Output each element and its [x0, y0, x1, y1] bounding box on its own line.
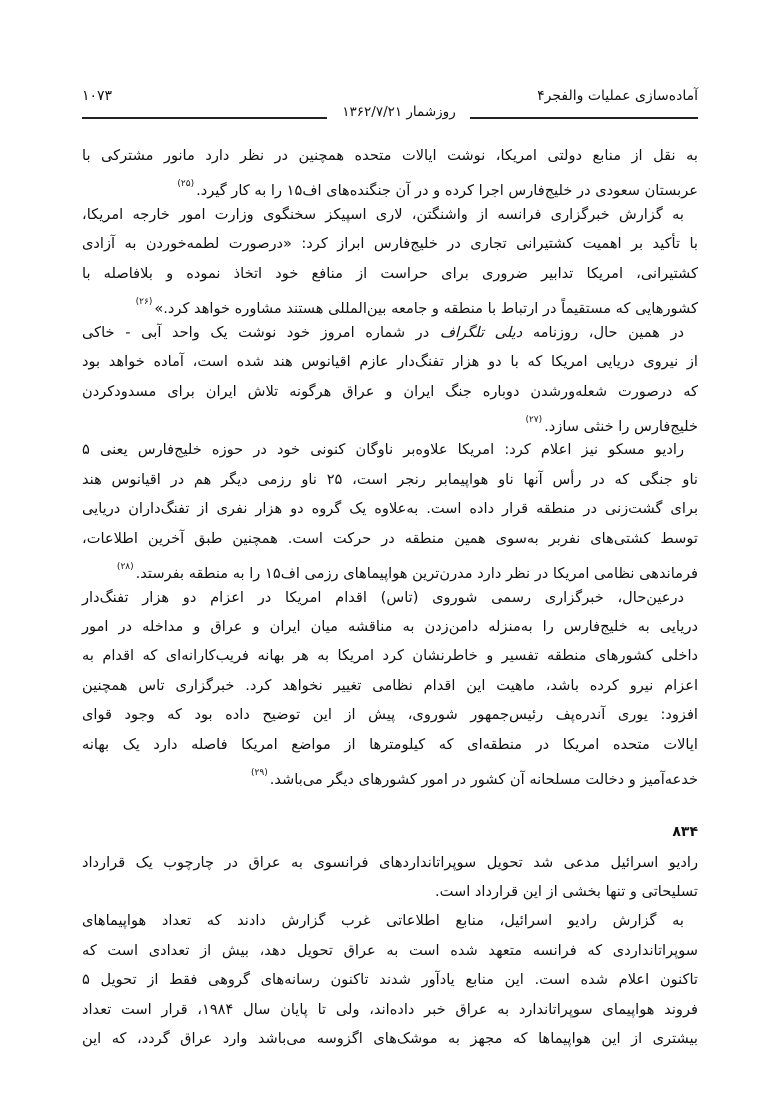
line-text: درعین‌حال، خبرگزاری رسمی شوروی (تاس) اقدام امریکا در اعزام دو هزار تفنگ‌دار — [82, 588, 684, 606]
footnote-reference[interactable]: (۲۸) — [116, 562, 134, 573]
line-text: رادیو اسرائیل مدعی شد تحویل سوپراتانداردهای فرانسوی به عراق در چارچوب یک قرارداد — [82, 853, 698, 871]
line-text: توسط کشتی‌های نفربر به‌سوی همین منطقه در حرکت است. همچنین طبق آخرین اطلاعات، — [82, 529, 698, 547]
text-line — [82, 848, 698, 877]
paragraph — [82, 848, 698, 907]
line-text: به گزارش خبرگزاری فرانسه از واشنگتن، لاری اسپیکز سخنگوی وزارت امور خارجه امریکا، — [82, 205, 684, 223]
line-text: که درصورت شعله‌ورشدن دوباره جنگ ایران و عراق هرگونه تلاش ایران برای مسدودکردن — [82, 382, 698, 400]
line-text: اعزام نیرو کرده باشد، ماهیت این اقدام نظامی تغییر نخواهد کرد. خبرگزاری تاس همچنین — [82, 676, 698, 694]
line-text: کشورهایی که مستقیماً در ارتباط با منطقه و جامعه بین‌المللی هستند مشاوره خواهد کرد.» — [154, 300, 698, 318]
line-text: به نقل از منابع دولتی امریکا، نوشت ایالات متحده همچنین در نظر دارد مانور مشترکی با — [82, 147, 698, 164]
paragraph — [82, 906, 698, 1053]
text-line — [82, 759, 698, 788]
text-segment: در همین حال، روزنامه — [522, 323, 684, 341]
header-rule-left — [82, 117, 327, 119]
text-line — [82, 200, 698, 229]
text-line — [82, 877, 698, 906]
line-text: ایالات متحده امریکا در منطقه‌ای که کیلومترها از مواضع امریکا فاصله دارد یک بهانه — [82, 735, 698, 753]
text-line — [82, 141, 698, 170]
header-rule-right — [470, 117, 698, 119]
text-line — [82, 524, 698, 553]
text-line — [82, 553, 698, 582]
footnote-reference[interactable]: (۲۹) — [251, 768, 268, 779]
line-text: به گزارش رادیو اسرائیل، منابع اطلاعاتی غرب گزارش دادند که تعداد هواپیماهای — [82, 912, 684, 930]
text-line — [82, 406, 698, 435]
paragraph — [82, 200, 698, 318]
text-segment: در شماره امروز خود نوشت یک واحد آبی - خاکی — [82, 323, 440, 341]
text-line — [82, 906, 698, 935]
paragraph — [82, 583, 698, 789]
diary-date: روزشمار ۱۳۶۲/۷/۲۱ — [342, 104, 456, 120]
line-text: تاکنون اعلام شده است. این منابع یادآور شدند تاکنون رسانه‌های گروهی فقط از تحویل ۵ — [82, 971, 698, 989]
line-text: کشتیرانی، امریکا تدابیر ضروری برای حراست از منافع خود اتخاذ نموده و بلافاصله با — [82, 264, 698, 282]
footnote-reference[interactable]: (۲۵) — [177, 179, 195, 190]
text-line — [82, 671, 698, 700]
paragraph — [82, 318, 698, 436]
text-line — [82, 730, 698, 759]
text-line — [82, 377, 698, 406]
line-text: خلیج‌فارس را خنثی سازد. — [544, 417, 698, 435]
line-text: عربستان سعودی در خلیج‌فارس اجرا کرده و در آن جنگنده‌های اف۱۵ را به کار گیرد. — [196, 182, 698, 200]
footnote-reference[interactable]: (۲۶) — [135, 297, 153, 308]
line-text: فرماندهی نظامی امریکا در نظر دارد مدرن‌ترین هواپیماهای رزمی اف۱۵ را به منطقه بفرستد. — [135, 565, 698, 583]
text-line — [82, 700, 698, 729]
text-line — [82, 288, 698, 317]
line-text: فروند هواپیمای سوپراتاندارد به عراق خبر داده‌اند، ولی تا پایان سال ۱۹۸۴، قرار است تعداد — [82, 1000, 698, 1018]
line-text: ناو جنگی که در رأس آنها ناو هواپیمابر رنجر است، ۲۵ ناو رزمی دیگر هم در اقیانوس هند — [82, 470, 698, 488]
text-line — [82, 612, 698, 641]
line-text: سوپراتانداردی که فرانسه متعهد شده است به عراق تحویل دهد، بیش از تعدادی است که — [82, 941, 698, 959]
text-line — [82, 965, 698, 994]
page-number: ۱۰۷۳ — [82, 88, 113, 104]
text-line — [82, 641, 698, 670]
line-text: با تأکید بر اهمیت کشتیرانی تجاری در خلیج‌فارس ابراز کرد: «درصورت لطمه‌خوردن به آزادی — [82, 235, 698, 253]
newspaper-name: دیلی تلگراف — [439, 323, 523, 341]
footnote-reference[interactable]: (۲۷) — [525, 414, 543, 425]
text-line — [82, 465, 698, 494]
line-text: تسلیحاتی و تنها بخشی از این قرارداد است. — [435, 882, 698, 900]
text-line — [82, 494, 698, 523]
line-text: برای گشت‌زنی در منطقه قرار داده است. به‌علاوه یک گروه دو هزار نفری از تفنگ‌داران دریایی — [82, 500, 698, 518]
page-body — [82, 141, 698, 1054]
line-text: بیشتری از این هواپیماها که مجهز به موشک‌های اگزوسه می‌باشد وارد عراق گردد، که این — [82, 1030, 698, 1048]
text-line — [82, 936, 698, 965]
section-gap — [82, 789, 698, 818]
section-number: ۸۳۴ — [672, 824, 698, 841]
line-text: از نیروی دریایی امریکا که با دو هزار تفنگ‌دار عازم اقیانوس هند شده است، آماده خواهد بود — [82, 353, 698, 371]
text-line — [82, 347, 698, 376]
line-text: خدعه‌آمیز و دخالت مسلحانه آن کشور در امور کشورهای دیگر می‌باشد. — [269, 771, 698, 789]
text-line — [82, 583, 698, 612]
line-text: داخلی کشورهای منطقه تفسیر و خاطرنشان کرد امریکا به هر بهانه فریب‌کارانه‌ای که اقدام به — [82, 647, 698, 665]
line-text: افزود: یوری آندره‌پف رئیس‌جمهور شوروی، پیش از این توضیح داده بود که وجود قوای — [82, 706, 698, 724]
paragraph — [82, 435, 698, 582]
text-line — [82, 170, 698, 199]
text-line — [82, 229, 698, 258]
line-text: دریایی به خلیج‌فارس را به‌منزله دامن‌زدن به مناقشه میان ایران و عراق و مداخله در امور — [82, 618, 698, 635]
text-line — [82, 1024, 698, 1053]
text-line — [82, 318, 698, 347]
paragraph — [82, 141, 698, 200]
running-header-title: آماده‌سازی عملیات والفجر۴ — [537, 88, 698, 104]
line-text: رادیو مسکو نیز اعلام کرد: امریکا علاوه‌بر ناوگان کنونی خود در حوزه خلیج‌فارس یعنی ۵ — [82, 441, 684, 459]
text-line — [82, 995, 698, 1024]
text-line — [82, 435, 698, 464]
text-line — [82, 259, 698, 288]
